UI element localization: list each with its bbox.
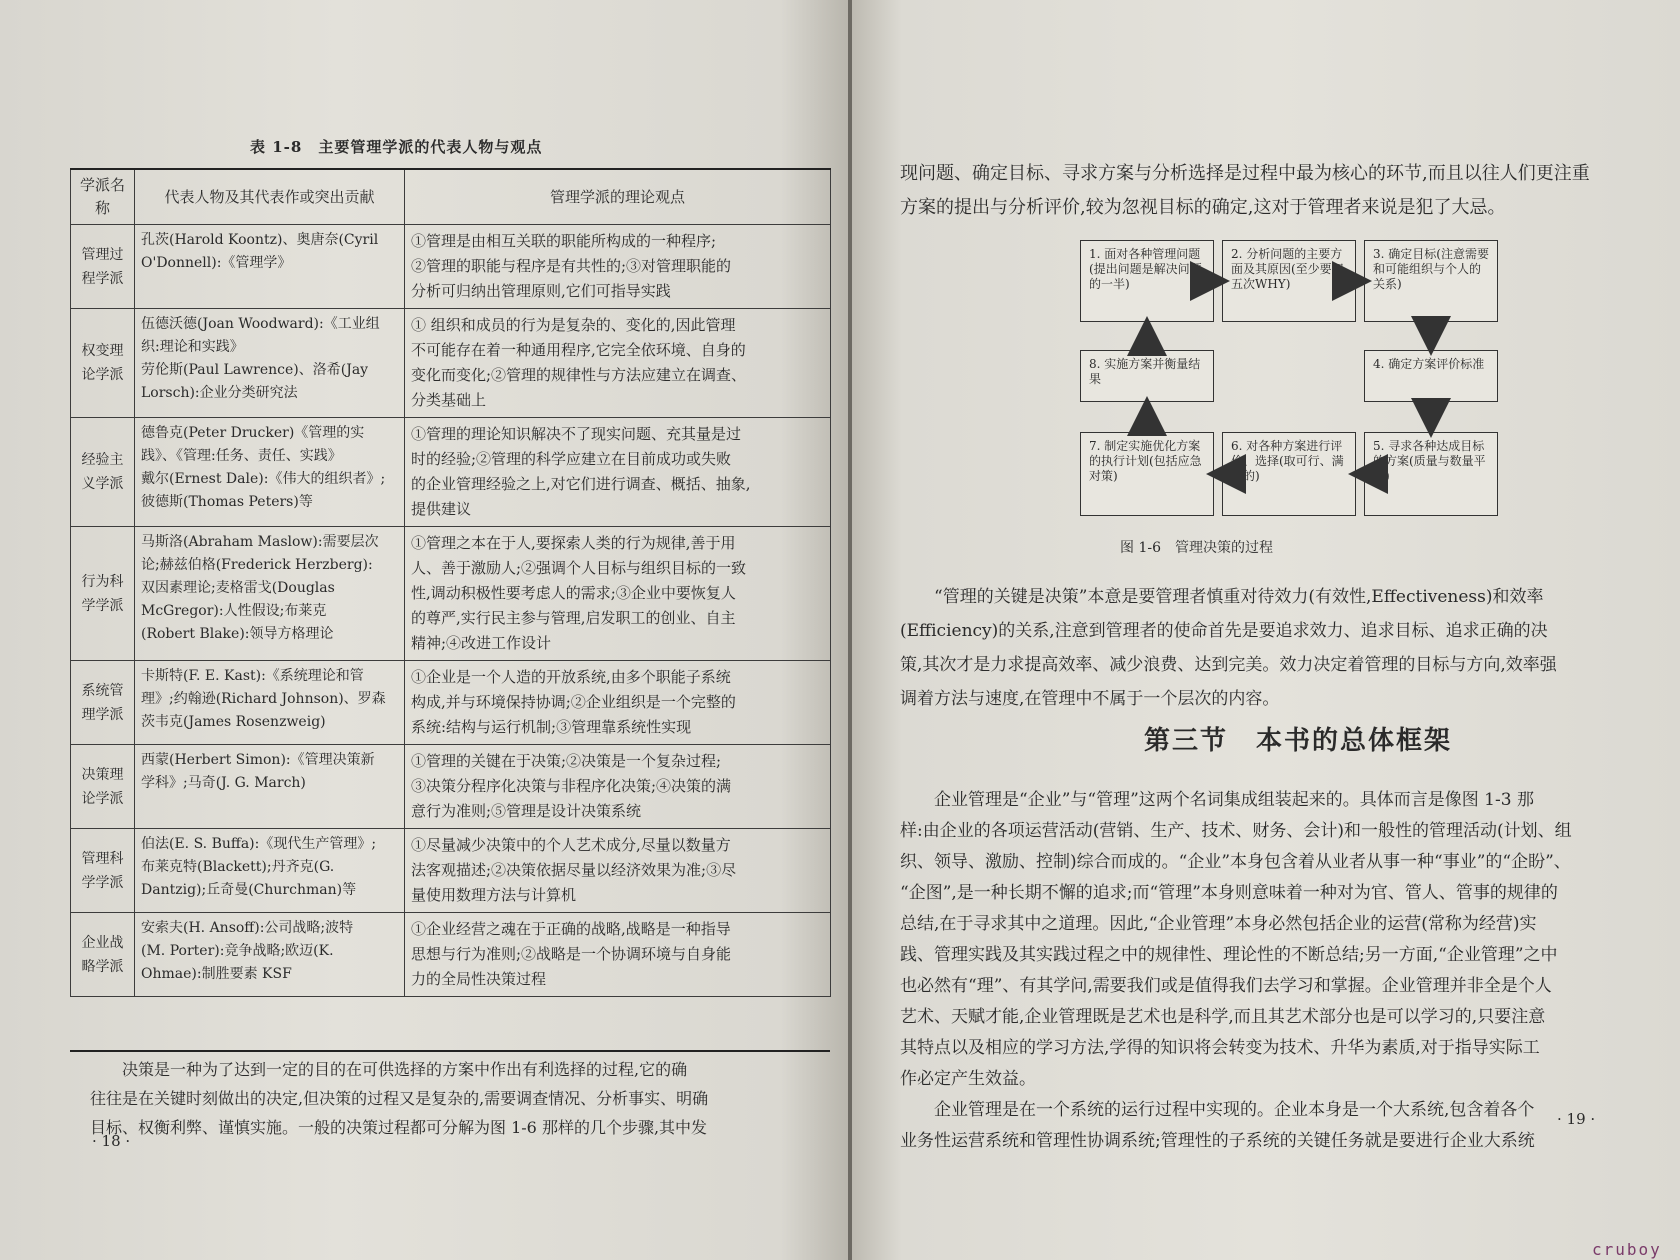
- text-line: “管理的关键是决策”本意是要管理者慎重对待效力(有效性,Effectiveness)和效率: [934, 587, 1544, 607]
- cell-line: 理》;约翰逊(Richard Johnson)、罗森: [141, 691, 386, 707]
- cell-line: Dantzig);丘奇曼(Churchman)等: [141, 882, 357, 898]
- text-line: 织、领导、激励、控制)综合而成的。“企业”本身包含着从业者从事一种“事业”的“企盼”、: [900, 852, 1571, 872]
- cell-line: 精神;④改进工作设计: [411, 634, 552, 652]
- cell-line: 马斯洛(Abraham Maslow):需要层次: [141, 534, 379, 550]
- cell-line: 构成,并与环境保持协调;②企业组织是一个完整的: [411, 693, 736, 711]
- flow-step-2: 2. 分析问题的主要方面及其原因(至少要问五次WHY): [1222, 240, 1356, 322]
- cell-line: 略学派: [81, 958, 124, 975]
- cell-line: 性,调动积极性要考虑人的需求;③企业中要恢复人: [411, 584, 736, 602]
- cell-line: 安索夫(H. Ansoff):公司战略;波特: [141, 920, 354, 936]
- cell-line: 论;赫兹伯格(Frederick Herzberg):: [141, 557, 373, 573]
- table-row: [71, 418, 831, 527]
- cell-line: 时的经验;②管理的科学应建立在目前成功或失败: [411, 450, 732, 468]
- text-line: 企业管理是在一个系统的运行过程中实现的。企业本身是一个大系统,包含着各个: [934, 1100, 1535, 1120]
- viewpoint-cell: [405, 527, 831, 661]
- cell-line: 系统管: [81, 682, 124, 699]
- cell-line: 决策理: [81, 766, 124, 783]
- cell-line: 论学派: [81, 790, 124, 807]
- cell-line: 茨韦克(James Rosenzweig): [141, 714, 326, 730]
- table-row: [71, 661, 831, 745]
- page-number-right: · 19 ·: [1557, 1110, 1596, 1128]
- cell-line: 量使用数理方法与计算机: [411, 886, 577, 904]
- cell-line: ①管理的理论知识解决不了现实问题、充其量是过: [411, 425, 742, 443]
- cell-line: 的尊严,实行民主参与管理,启发职工的创业、自主: [411, 609, 736, 627]
- viewpoint-cell: [405, 913, 831, 997]
- cell-line: 行为科: [81, 573, 124, 590]
- text-line: 样:由企业的各项运营活动(营销、生产、技术、财务、会计)和一般性的管理活动(计划、组: [900, 821, 1572, 841]
- cell-line: 卡斯特(F. E. Kast):《系统理论和管: [141, 668, 364, 684]
- school-name-cell: [71, 661, 135, 745]
- cell-line: 不可能存在着一种通用程序,它完全依环境、自身的: [411, 341, 746, 359]
- cell-line: 戴尔(Ernest Dale):《伟大的组织者》;: [141, 471, 386, 487]
- text-line: 方案的提出与分析评价,较为忽视目标的确定,这对于管理者来说是犯了大忌。: [900, 197, 1506, 218]
- flow-step-1: 1. 面对各种管理问题(提出问题是解决问题的一半): [1080, 240, 1214, 322]
- flow-arrows: [852, 0, 1680, 560]
- cell-line: 管理科: [81, 850, 124, 867]
- cell-line: 伍德沃德(Joan Woodward):《工业组: [141, 316, 380, 332]
- cell-line: 法客观描述;②决策依据尽量以经济效果为准;③尽: [411, 861, 737, 879]
- cell-line: ①管理之本在于人,要探索人类的行为规律,善于用: [411, 534, 736, 552]
- cell-line: 思想与行为准则;②战略是一个协调环境与自身能: [411, 945, 732, 963]
- cell-line: 企业战: [81, 934, 124, 951]
- people-cell: [135, 225, 405, 309]
- people-cell: [135, 661, 405, 745]
- cell-line: 分类基础上: [411, 391, 487, 409]
- school-name-cell: [71, 225, 135, 309]
- page-number-left: · 18 ·: [92, 1132, 131, 1150]
- text-line: 业务性运营系统和管理性协调系统;管理性的子系统的关键任务就是要进行企业大系统: [900, 1131, 1535, 1151]
- right-page: [852, 0, 1680, 1260]
- cell-line: 西蒙(Herbert Simon):《管理决策新: [141, 752, 375, 768]
- cell-line: ①企业经营之魂在于正确的战略,战略是一种指导: [411, 920, 731, 938]
- left-bottom-paragraph: [90, 1055, 830, 1142]
- cell-line: 变化而变化;②管理的规律性与方法应建立在调查、: [411, 366, 747, 384]
- cell-line: Ohmae):制胜要素 KSF: [141, 966, 292, 982]
- cell-line: 人、善于激励人;②强调个人目标与组织目标的一致: [411, 559, 747, 577]
- people-cell: [135, 418, 405, 527]
- text-line: 决策是一种为了达到一定的目的在可供选择的方案中作出有利选择的过程,它的确: [122, 1060, 688, 1079]
- school-name-cell: [71, 913, 135, 997]
- text-line: 往往是在关键时刻做出的决定,但决策的过程又是复杂的,需要调查情况、分析事实、明确: [90, 1089, 709, 1108]
- flow-step-4: 4. 确定方案评价标准: [1364, 350, 1498, 402]
- text-line: 企业管理是“企业”与“管理”这两个名词集成组装起来的。具体而言是像图 1-3 那: [934, 790, 1534, 810]
- text-line: 现问题、确定目标、寻求方案与分析选择是过程中最为核心的环节,而且以往人们更注重: [900, 163, 1590, 184]
- text-line: 其特点以及相应的学习方法,学得的知识将会转变为技术、升华为素质,对于指导实际工: [900, 1038, 1540, 1058]
- text-line: 调着方法与速度,在管理中不属于一个层次的内容。: [900, 689, 1280, 709]
- cell-line: McGregor):人性假设;布莱克: [141, 603, 327, 619]
- cell-line: 学学派: [81, 597, 124, 614]
- people-cell: [135, 745, 405, 829]
- flow-step-7: 7. 制定实施优化方案的执行计划(包括应急对策): [1080, 432, 1214, 516]
- school-name-cell: [71, 527, 135, 661]
- right-body-paragraphs: [900, 785, 1630, 1157]
- cell-line: 管理过: [81, 246, 124, 263]
- cell-line: 论学派: [81, 367, 124, 383]
- viewpoint-cell: [405, 225, 831, 309]
- cell-line: ②管理的职能与程序是有共性的;③对管理职能的: [411, 257, 732, 275]
- table-body: [71, 225, 831, 997]
- cell-line: 义学派: [81, 476, 124, 492]
- text-line: 目标、权衡利弊、谨慎实施。一般的决策过程都可分解为图 1-6 那样的几个步骤,其中发: [90, 1118, 708, 1137]
- cell-line: 程学派: [81, 270, 124, 287]
- table-caption: 表 1-8 主要管理学派的代表人物与观点: [250, 138, 543, 156]
- people-cell: [135, 829, 405, 913]
- people-cell: [135, 527, 405, 661]
- cell-line: O'Donnell):《管理学》: [141, 255, 292, 271]
- cell-line: 意行为准则;⑤管理是设计决策系统: [411, 802, 642, 820]
- decision-process-diagram: [852, 0, 1680, 560]
- cell-line: ①企业是一个人造的开放系统,由多个职能子系统: [411, 668, 731, 686]
- text-line: 也必然有“理”、有其学问,需要我们或是值得我们去学习和掌握。企业管理并非全是个人: [900, 976, 1552, 996]
- flow-step-8: 8. 实施方案并衡量结果: [1080, 350, 1214, 402]
- text-line: 践、管理实践及其实践过程之中的规律性、理论性的不断总结;另一方面,“企业管理”之中: [900, 945, 1558, 965]
- text-line: 艺术、天赋才能,企业管理既是艺术也是科学,而且其艺术部分也是可以学习的,只要注意: [900, 1007, 1546, 1027]
- figure-caption: 图 1-6 管理决策的过程: [1120, 540, 1273, 556]
- cell-line: 权变理: [81, 343, 124, 359]
- text-line: (Efficiency)的关系,注意到管理者的使命首先是要追求效力、追求目标、追求正确的决: [900, 621, 1548, 641]
- cell-line: 学科》;马奇(J. G. March): [141, 775, 306, 791]
- viewpoint-cell: [405, 745, 831, 829]
- cell-line: 经验主: [81, 452, 124, 468]
- cell-line: ① 组织和成员的行为是复杂的、变化的,因此管理: [411, 316, 736, 334]
- cell-line: 提供建议: [411, 500, 472, 518]
- header-view: 管理学派的理论观点: [405, 169, 831, 225]
- viewpoint-cell: [405, 661, 831, 745]
- text-line: “企图”,是一种长期不懈的追求;而“管理”本身则意味着一种对为官、管人、管事的规律的: [900, 883, 1558, 903]
- cell-line: 德鲁克(Peter Drucker)《管理的实: [141, 425, 365, 441]
- right-mid-paragraph: [900, 580, 1620, 716]
- table-row: [71, 913, 831, 997]
- cell-line: ①管理的关键在于决策;②决策是一个复杂过程;: [411, 752, 722, 770]
- cell-line: ①尽量减少决策中的个人艺术成分,尽量以数量方: [411, 836, 731, 854]
- text-line: 总结,在于寻求其中之道理。因此,“企业管理”本身必然包括企业的运营(常称为经营)实: [900, 914, 1537, 934]
- cell-line: (M. Porter):竞争战略;欧迈(K.: [141, 943, 334, 959]
- cell-line: 伯法(E. S. Buffa):《现代生产管理》;: [141, 836, 377, 852]
- cell-line: ③决策分程序化决策与非程序化决策;④决策的满: [411, 777, 732, 795]
- school-name-cell: [71, 829, 135, 913]
- table-bottom-rule: [70, 1050, 830, 1052]
- section-title: 第三节 本书的总体框架: [1144, 726, 1453, 756]
- cell-line: 系统:结构与运行机制;③管理靠系统性实现: [411, 718, 692, 736]
- header-school: 学派名称: [71, 169, 135, 225]
- viewpoint-cell: [405, 309, 831, 418]
- school-name-cell: [71, 309, 135, 418]
- cell-line: 学学派: [81, 874, 124, 891]
- management-schools-table: [70, 168, 831, 997]
- cell-line: 织:理论和实践》: [141, 339, 244, 355]
- cell-line: 布莱克特(Blackett);丹齐克(G.: [141, 859, 335, 875]
- flow-step-6: 6. 对各种方案进行评价、选择(取可行、满意的): [1222, 432, 1356, 516]
- cell-line: 双因素理论;麦格雷戈(Douglas: [141, 580, 335, 596]
- viewpoint-cell: [405, 829, 831, 913]
- header-people: 代表人物及其代表作或突出贡献: [135, 169, 405, 225]
- cell-line: 劳伦斯(Paul Lawrence)、洛希(Jay: [141, 362, 369, 378]
- people-cell: [135, 913, 405, 997]
- text-line: 策,其次才是力求提高效率、减少浪费、达到完美。效力决定着管理的目标与方向,效率强: [900, 655, 1557, 675]
- people-cell: [135, 309, 405, 418]
- cell-line: (Robert Blake):领导方格理论: [141, 626, 334, 642]
- cell-line: 彼德斯(Thomas Peters)等: [141, 494, 313, 510]
- school-name-cell: [71, 745, 135, 829]
- cell-line: 理学派: [81, 706, 124, 723]
- table-row: [71, 829, 831, 913]
- cell-line: Lorsch):企业分类研究法: [141, 385, 298, 401]
- cell-line: 孔茨(Harold Koontz)、奥唐奈(Cyril: [141, 232, 379, 248]
- viewpoint-cell: [405, 418, 831, 527]
- cell-line: 分析可归纳出管理原则,它们可指导实践: [411, 282, 671, 300]
- cell-line: 力的全局性决策过程: [411, 970, 547, 988]
- text-line: 作必定产生效益。: [900, 1069, 1036, 1089]
- table-row: [71, 309, 831, 418]
- table-row: [71, 527, 831, 661]
- flow-step-5: 5. 寻求各种达成目标的方案(质量与数量平衡): [1364, 432, 1498, 516]
- table-row: [71, 745, 831, 829]
- flow-step-3: 3. 确定目标(注意需要和可能组织与个人的关系): [1364, 240, 1498, 322]
- cell-line: 践》、《管理:任务、责任、实践》: [141, 448, 342, 464]
- table-row: [71, 225, 831, 309]
- watermark-text: cruboy: [1592, 1240, 1662, 1259]
- school-name-cell: [71, 418, 135, 527]
- cell-line: ①管理是由相互关联的职能所构成的一种程序;: [411, 232, 717, 250]
- cell-line: 的企业管理经验之上,对它们进行调查、概括、抽象,: [411, 475, 751, 493]
